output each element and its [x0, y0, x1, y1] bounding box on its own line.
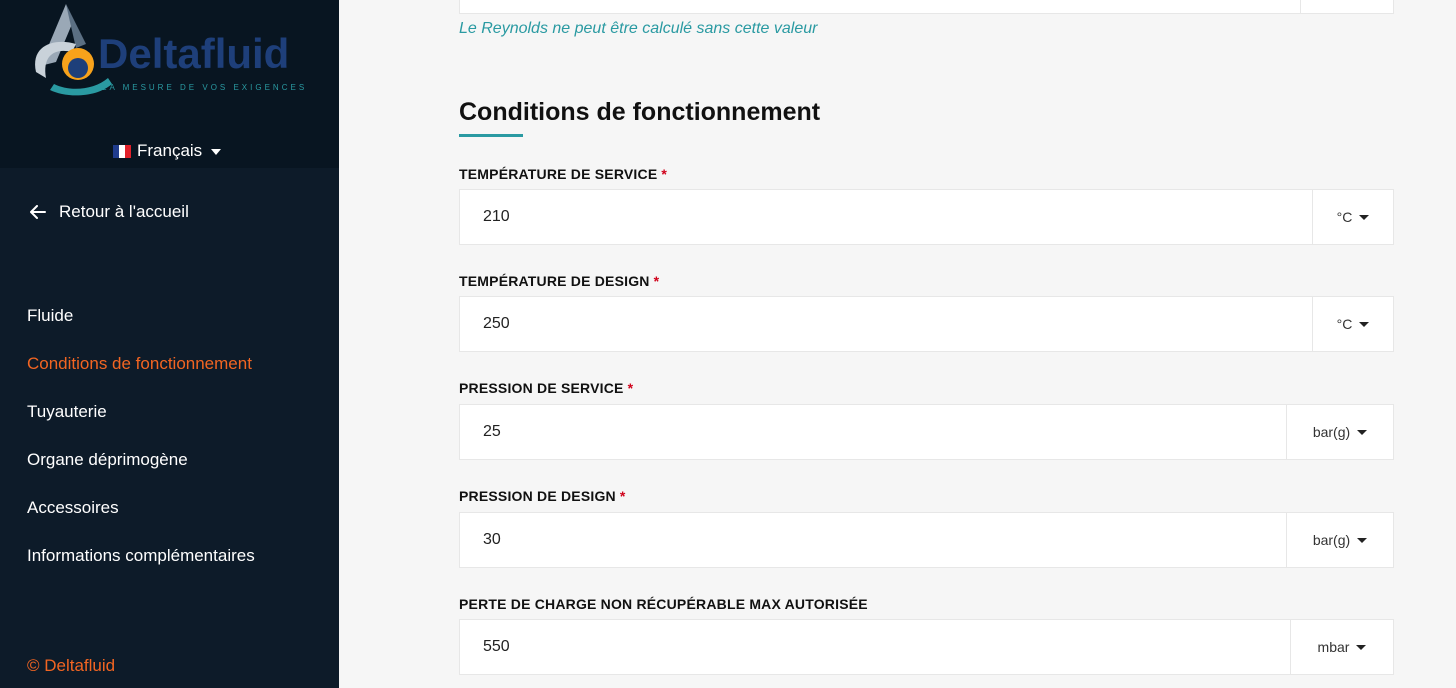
france-flag-icon [113, 145, 131, 158]
pression-service-input[interactable] [460, 405, 1286, 459]
field-label-text: TEMPÉRATURE DE SERVICE [459, 166, 658, 182]
temperature-design-input[interactable] [460, 297, 1312, 351]
section-nav [27, 305, 255, 593]
previous-field[interactable] [459, 0, 1394, 14]
required-marker: * [627, 380, 634, 396]
pression-service-unit-select[interactable] [1286, 405, 1393, 459]
pression-design-input[interactable] [460, 513, 1286, 567]
field-label-temperature-design [459, 273, 659, 289]
nav-item-informations[interactable]: Informations complémentaires [27, 546, 255, 565]
nav-item-tuyauterie[interactable]: Tuyauterie [27, 402, 107, 421]
field-label-text: PERTE DE CHARGE NON RÉCUPÉRABLE MAX AUTORISÉE [459, 596, 868, 612]
temperature-design-field [459, 296, 1394, 352]
previous-field-divider [1300, 0, 1301, 13]
perte-de-charge-field [459, 619, 1394, 675]
field-label-pression-service [459, 380, 633, 396]
arrow-left-icon [30, 205, 46, 219]
caret-down-icon [1359, 215, 1369, 220]
field-label-text: PRESSION DE SERVICE [459, 380, 624, 396]
field-label-text: PRESSION DE DESIGN [459, 488, 616, 504]
perte-de-charge-input[interactable] [460, 620, 1290, 674]
reynolds-hint: Le Reynolds ne peut être calculé sans cette valeur [459, 20, 818, 37]
field-label-temperature-service [459, 166, 667, 182]
pression-service-field [459, 404, 1394, 460]
temperature-service-field [459, 189, 1394, 245]
field-label-pression-design [459, 488, 626, 504]
caret-down-icon [1357, 430, 1367, 435]
required-marker: * [619, 488, 626, 504]
nav-item-fluide[interactable]: Fluide [27, 306, 74, 325]
deltafluid-logo[interactable] [26, 4, 316, 100]
nav-item-conditions[interactable]: Conditions de fonctionnement [27, 354, 252, 373]
unit-label: °C [1336, 209, 1353, 225]
field-label-text: TEMPÉRATURE DE DESIGN [459, 273, 650, 289]
required-marker: * [653, 273, 660, 289]
pression-design-unit-select[interactable] [1286, 513, 1393, 567]
language-selector[interactable] [113, 141, 221, 161]
caret-down-icon [1359, 322, 1369, 327]
section-title-underline [459, 134, 523, 137]
unit-label: bar(g) [1312, 424, 1351, 440]
pression-design-field [459, 512, 1394, 568]
language-label: Français [137, 141, 203, 160]
sidebar [0, 0, 339, 688]
unit-label: mbar [1317, 639, 1350, 655]
nav-item-accessoires[interactable]: Accessoires [27, 498, 119, 517]
perte-de-charge-unit-select[interactable] [1290, 620, 1393, 674]
required-marker: * [661, 166, 668, 182]
temperature-service-input[interactable] [460, 190, 1312, 244]
nav-item-organe[interactable]: Organe déprimogène [27, 450, 188, 469]
unit-label: °C [1336, 316, 1353, 332]
chevron-down-icon [211, 149, 221, 155]
unit-label: bar(g) [1312, 532, 1351, 548]
temperature-service-unit-select[interactable] [1312, 190, 1393, 244]
logo-wordmark: Deltafluid [98, 30, 290, 77]
main-content [339, 0, 1456, 688]
section-title: Conditions de fonctionnement [459, 98, 821, 126]
logo-tagline: LA MESURE DE VOS EXIGENCES [102, 83, 308, 92]
caret-down-icon [1356, 645, 1366, 650]
back-label: Retour à l'accueil [59, 202, 189, 221]
sidebar-header [0, 0, 339, 168]
back-to-home-link[interactable] [30, 202, 189, 222]
copyright: © Deltafluid [27, 656, 116, 675]
field-label-perte-de-charge [459, 596, 872, 612]
caret-down-icon [1357, 538, 1367, 543]
temperature-design-unit-select[interactable] [1312, 297, 1393, 351]
